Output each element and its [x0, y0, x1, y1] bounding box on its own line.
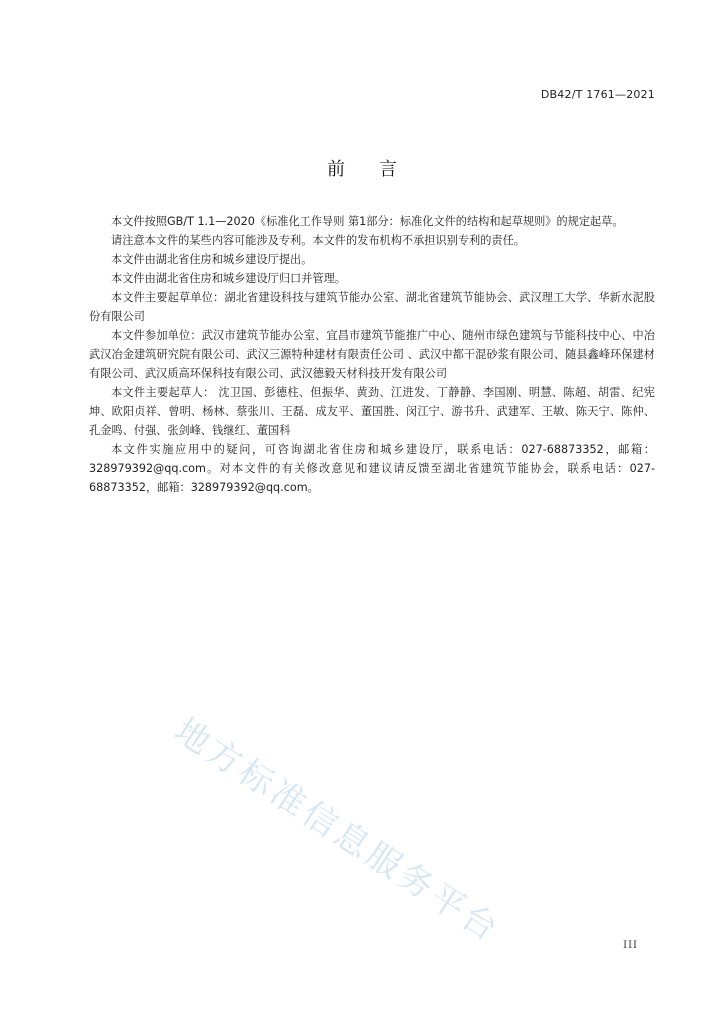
paragraph-participating-units: 本文件参加单位：武汉市建筑节能办公室、宜昌市建筑节能推广中心、随州市绿色建筑与节能科技中心、中冶武汉冶金建筑研究院有限公司、武汉三源特种建材有限责任公司 、武汉中都干混砂浆有限公司、随县鑫峰环保建材有限公司、武汉质高环保科技有限公司、武汉德毅天材科技开发有限公司: [89, 329, 655, 380]
paragraph-drafting-rules: 本文件按照GB/T 1.1—2020《标准化工作导则 第1部分：标准化文件的结构和起草规则》的规定起草。: [111, 215, 624, 228]
paragraph-main-drafting-units: 本文件主要起草单位：湖北省建设科技与建筑节能办公室、湖北省建筑节能协会、武汉理工大学、华新水泥股份有限公司: [89, 291, 655, 323]
paragraph-contact-info: 本文件实施应用中的疑问，可咨询湖北省住房和城乡建设厅，联系电话：027-68873352，邮箱：328979392@qq.com。对本文件的有关修改意见和建议请反馈至湖北省建筑节能协会，联系电话：027-68873352，邮箱：328979392@qq.com。: [89, 443, 655, 494]
page-number: III: [623, 940, 638, 951]
paragraph-proposer: 本文件由湖北省住房和城乡建设厅提出。: [111, 253, 313, 266]
paragraph-administrator: 本文件由湖北省住房和城乡建设厅归口并管理。: [111, 272, 346, 285]
watermark: 地方标准信息服务平台: [167, 710, 508, 952]
document-code: DB42/T 1761—2021: [540, 88, 655, 101]
page-title: 前言: [327, 159, 431, 180]
document-body: [89, 212, 655, 497]
paragraph-main-drafters: 本文件主要起草人： 沈卫国、彭德柱、但振华、黄劲、江进发、丁静静、李国刚、明慧、陈超、胡雷、纪宪坤、欧阳贞祥、曾明、杨林、蔡张川、王磊、成友平、董国胜、闵江宁、游书升、武建军、王敏、陈天宁、陈仲、孔金鸣、付强、张剑峰、钱继红、董国科: [89, 386, 655, 437]
paragraph-patent-notice: 请注意本文件的某些内容可能涉及专利。本文件的发布机构不承担识别专利的责任。: [111, 234, 525, 247]
